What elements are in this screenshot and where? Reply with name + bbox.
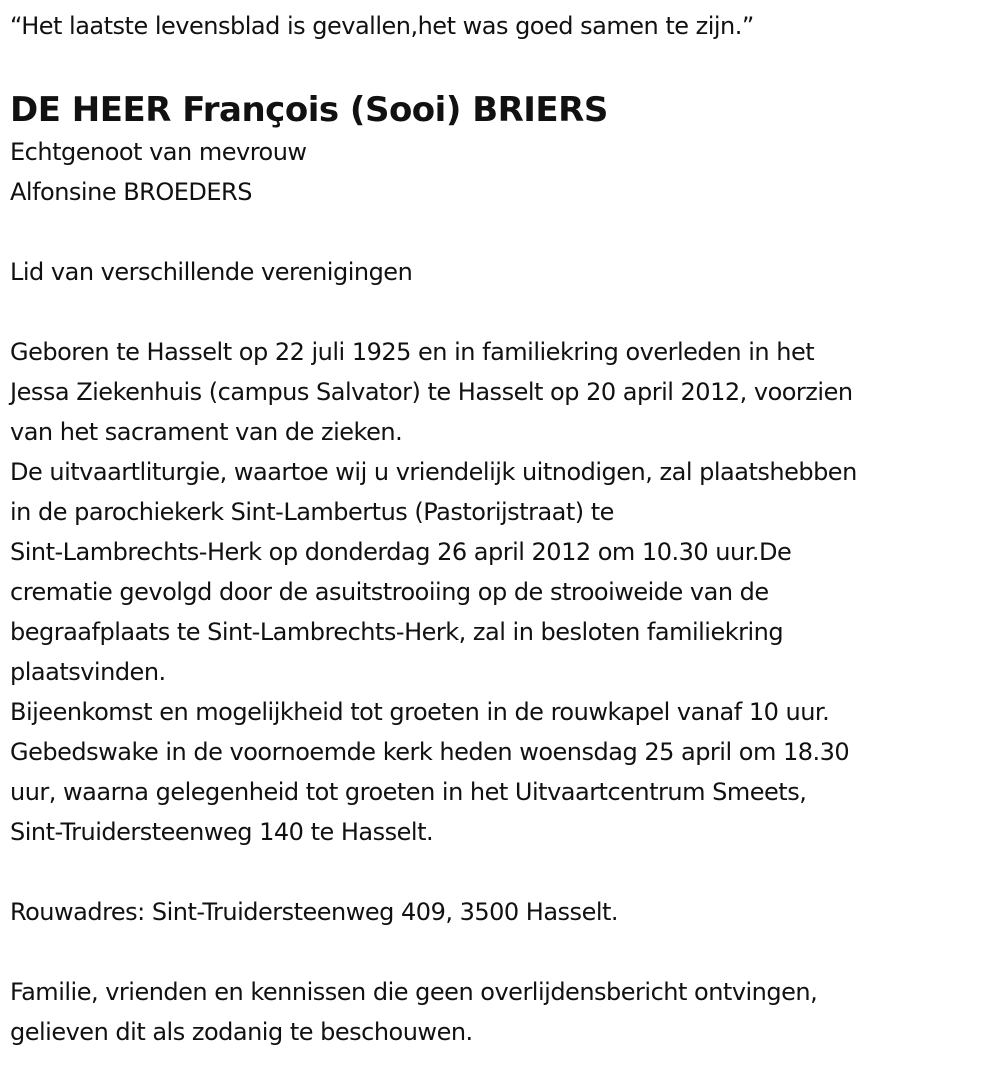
details-line: crematie gevolgd door de asuitstrooiing op de strooiweide van de <box>10 578 769 606</box>
closing-line: Familie, vrienden en kennissen die geen overlijdensbericht ontvingen, <box>10 978 818 1006</box>
obituary-notice <box>10 0 995 1052</box>
spacer <box>10 292 995 332</box>
closing-line: gelieven dit als zodanig te beschouwen. <box>10 1018 473 1046</box>
deceased-name-title: DE HEER François (Sooi) BRIERS <box>10 90 608 130</box>
details-line: uur, waarna gelegenheid tot groeten in het Uitvaartcentrum Smeets, <box>10 778 807 806</box>
opening-quote: “Het laatste levensblad is gevallen,het was goed samen te zijn.” <box>10 12 754 40</box>
details-line: in de parochiekerk Sint-Lambertus (Pastorijstraat) te <box>10 498 614 526</box>
details-line: begraafplaats te Sint-Lambrechts-Herk, zal in besloten familiekring <box>10 618 784 646</box>
membership-line: Lid van verschillende verenigingen <box>10 258 413 286</box>
details-line: Jessa Ziekenhuis (campus Salvator) te Hasselt op 20 april 2012, voorzien <box>10 378 853 406</box>
spacer <box>10 852 995 892</box>
details-line: Gebedswake in de voornoemde kerk heden woensdag 25 april om 18.30 <box>10 738 850 766</box>
spouse-block <box>10 132 995 212</box>
details-line: Sint-Lambrechts-Herk op donderdag 26 april 2012 om 10.30 uur.De <box>10 538 792 566</box>
closing-paragraph <box>10 972 995 1052</box>
spacer <box>10 932 995 972</box>
details-line: Bijeenkomst en mogelijkheid tot groeten in de rouwkapel vanaf 10 uur. <box>10 698 830 726</box>
details-line: Sint-Truidersteenweg 140 te Hasselt. <box>10 818 434 846</box>
details-line: Geboren te Hasselt op 22 juli 1925 en in familiekring overleden in het <box>10 338 815 366</box>
spouse-line: Alfonsine BROEDERS <box>10 178 252 206</box>
details-line: van het sacrament van de zieken. <box>10 418 403 446</box>
mourning-address: Rouwadres: Sint-Truidersteenweg 409, 3500 Hasselt. <box>10 898 619 926</box>
spacer <box>10 212 995 252</box>
spouse-line: Echtgenoot van mevrouw <box>10 138 307 166</box>
details-line: plaatsvinden. <box>10 658 166 686</box>
details-paragraph <box>10 332 995 852</box>
details-line: De uitvaartliturgie, waartoe wij u vriendelijk uitnodigen, zal plaatshebben <box>10 458 857 486</box>
